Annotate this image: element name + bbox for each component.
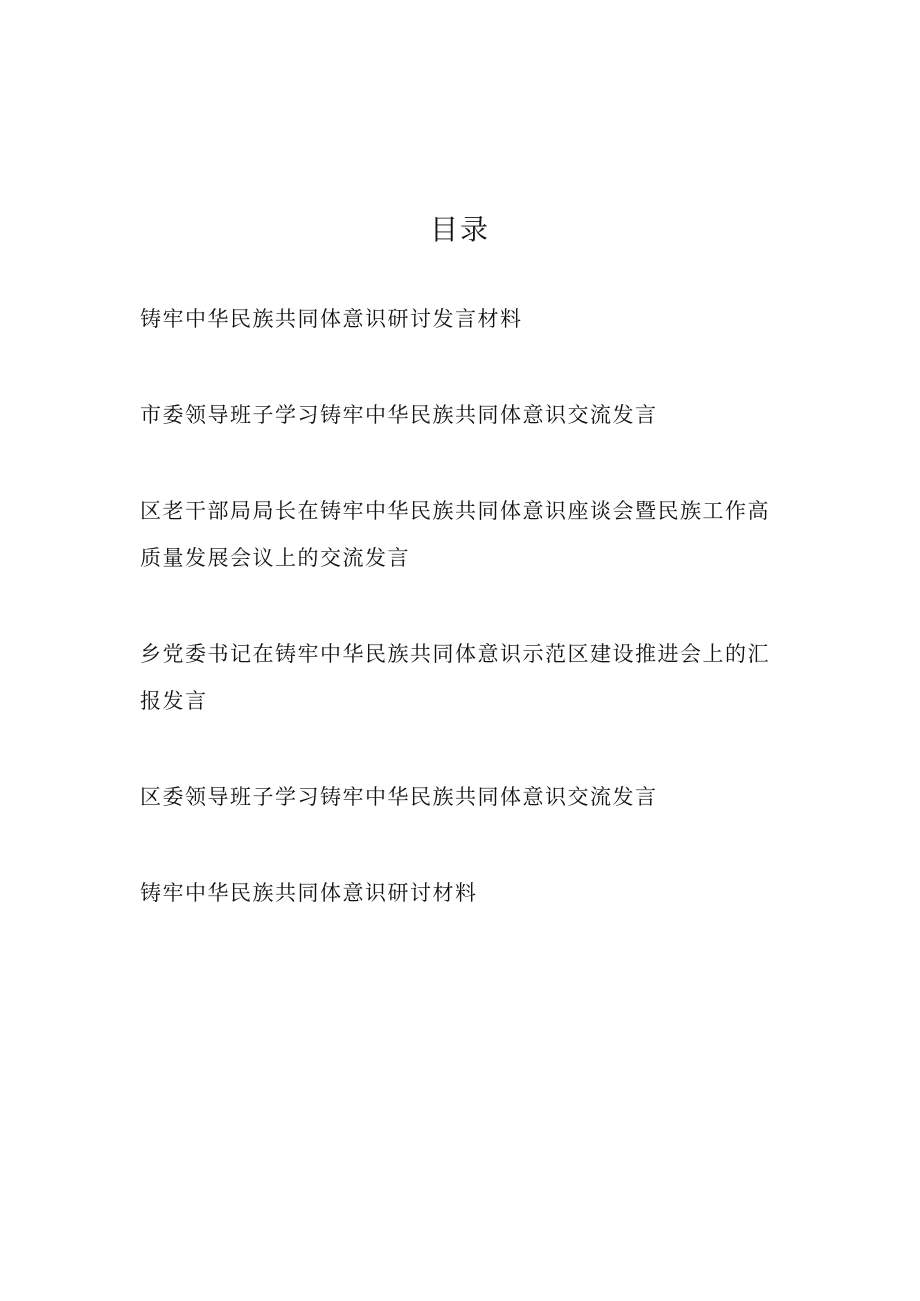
toc-entry: 区委领导班子学习铸牢中华民族共同体意识交流发言	[140, 785, 658, 809]
toc-entry: 铸牢中华民族共同体意识研讨发言材料	[140, 307, 523, 331]
toc-title: 目录	[429, 213, 490, 246]
toc-entry: 乡党委书记在铸牢中华民族共同体意识示范区建设推进会上的汇报发言	[140, 642, 770, 713]
toc-entry: 铸牢中华民族共同体意识研讨材料	[140, 881, 478, 905]
toc-entry: 区老干部局局长在铸牢中华民族共同体意识座谈会暨民族工作高质量发展会议上的交流发言	[140, 499, 770, 570]
toc-entry: 市委领导班子学习铸牢中华民族共同体意识交流发言	[140, 403, 658, 427]
toc-list	[140, 296, 780, 966]
